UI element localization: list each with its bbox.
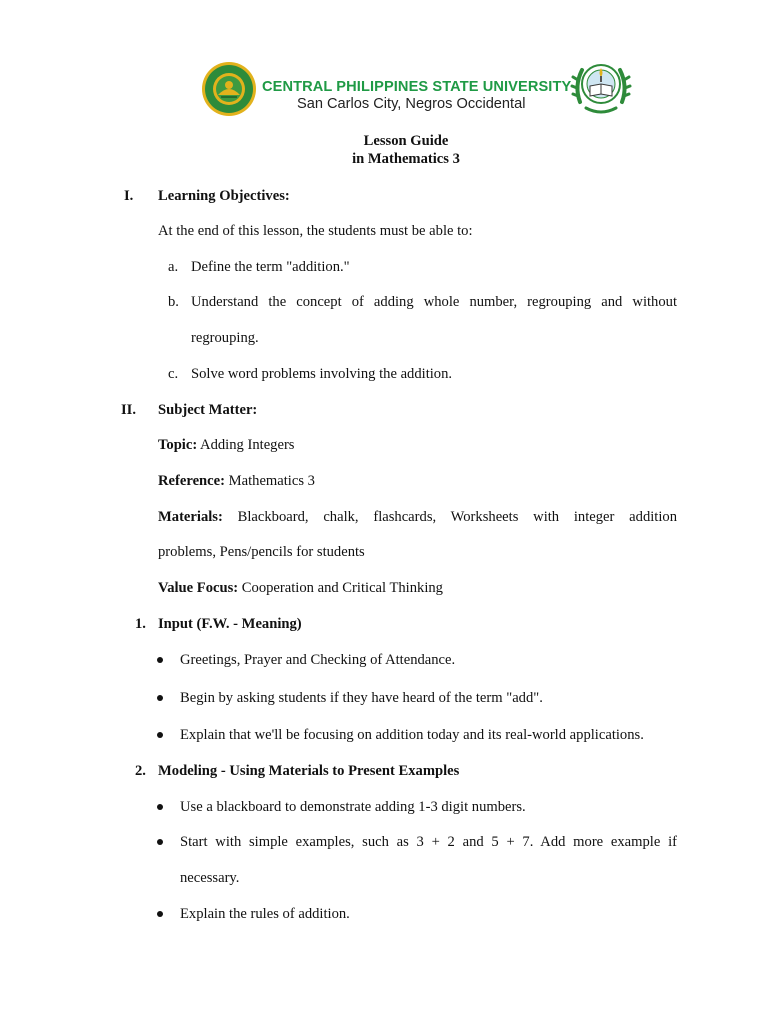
- step-1-number: 1.: [135, 616, 146, 632]
- objective-text-a: Define the term "addition.": [191, 259, 350, 275]
- section-2-numeral: II.: [121, 402, 137, 418]
- step-1-bullet-1: Greetings, Prayer and Checking of Attendance.: [180, 652, 456, 668]
- reference-label: Reference:: [158, 473, 225, 489]
- reference-line: [158, 472, 315, 490]
- reference-value: Mathematics 3: [228, 473, 315, 489]
- topic-line: [158, 436, 294, 454]
- materials-line-2: problems, Pens/pencils for students: [158, 544, 365, 560]
- objective-text-b-line-2: regrouping.: [191, 330, 259, 346]
- title-line-2: in Mathematics 3: [352, 151, 460, 167]
- step-2-bullet-2-line-2: necessary.: [180, 870, 240, 886]
- objective-marker-c: c.: [168, 366, 179, 382]
- bullet-dot: [157, 804, 163, 810]
- materials-label: Materials:: [158, 509, 223, 525]
- objective-marker-a: a.: [168, 259, 179, 275]
- title-line-1: Lesson Guide: [363, 133, 449, 149]
- bullet-dot: [157, 839, 163, 845]
- value-focus-value: Cooperation and Critical Thinking: [241, 580, 443, 596]
- topic-value: Adding Integers: [200, 437, 295, 453]
- bullet-dot: [157, 657, 163, 663]
- topic-label: Topic:: [158, 437, 198, 453]
- step-1-heading: Input (F.W. - Meaning): [158, 616, 302, 632]
- objective-text-b-line-1: Understand the concept of adding whole number, regrouping and without: [191, 294, 677, 310]
- bullet-dot: [157, 911, 163, 917]
- step-2-heading: Modeling - Using Materials to Present Examples: [158, 763, 460, 779]
- university-name: CENTRAL PHILIPPINES STATE UNIVERSITY: [262, 79, 572, 95]
- value-focus-label: Value Focus:: [158, 580, 239, 596]
- step-2-bullet-3: Explain the rules of addition.: [180, 906, 350, 922]
- step-2-bullet-1: Use a blackboard to demonstrate adding 1-3 digit numbers.: [180, 799, 526, 815]
- step-1-bullet-2: Begin by asking students if they have heard of the term "add".: [180, 690, 543, 706]
- section-1-heading: Learning Objectives:: [158, 188, 290, 204]
- college-seal-logo: [570, 56, 632, 118]
- step-2-bullet-2-line-1: Start with simple examples, such as 3 + 2 and 5 + 7. Add more example if: [180, 834, 677, 850]
- value-focus-line: [158, 579, 443, 597]
- materials-line-1: [158, 508, 677, 526]
- objective-text-c: Solve word problems involving the addition.: [191, 366, 453, 382]
- university-location: San Carlos City, Negros Occidental: [297, 96, 526, 112]
- section-1-numeral: I.: [124, 188, 134, 204]
- bullet-dot: [157, 695, 163, 701]
- section-2-heading: Subject Matter:: [158, 402, 258, 418]
- step-1-bullet-3: Explain that we'll be focusing on addition today and its real-world applications.: [180, 727, 644, 743]
- objectives-intro: At the end of this lesson, the students must be able to:: [158, 223, 473, 239]
- materials-value-1: Blackboard, chalk, flashcards, Worksheets with integer addition: [237, 509, 677, 525]
- step-2-number: 2.: [135, 763, 146, 779]
- bullet-dot: [157, 732, 163, 738]
- objective-marker-b: b.: [168, 294, 179, 310]
- university-seal-logo: [201, 61, 257, 117]
